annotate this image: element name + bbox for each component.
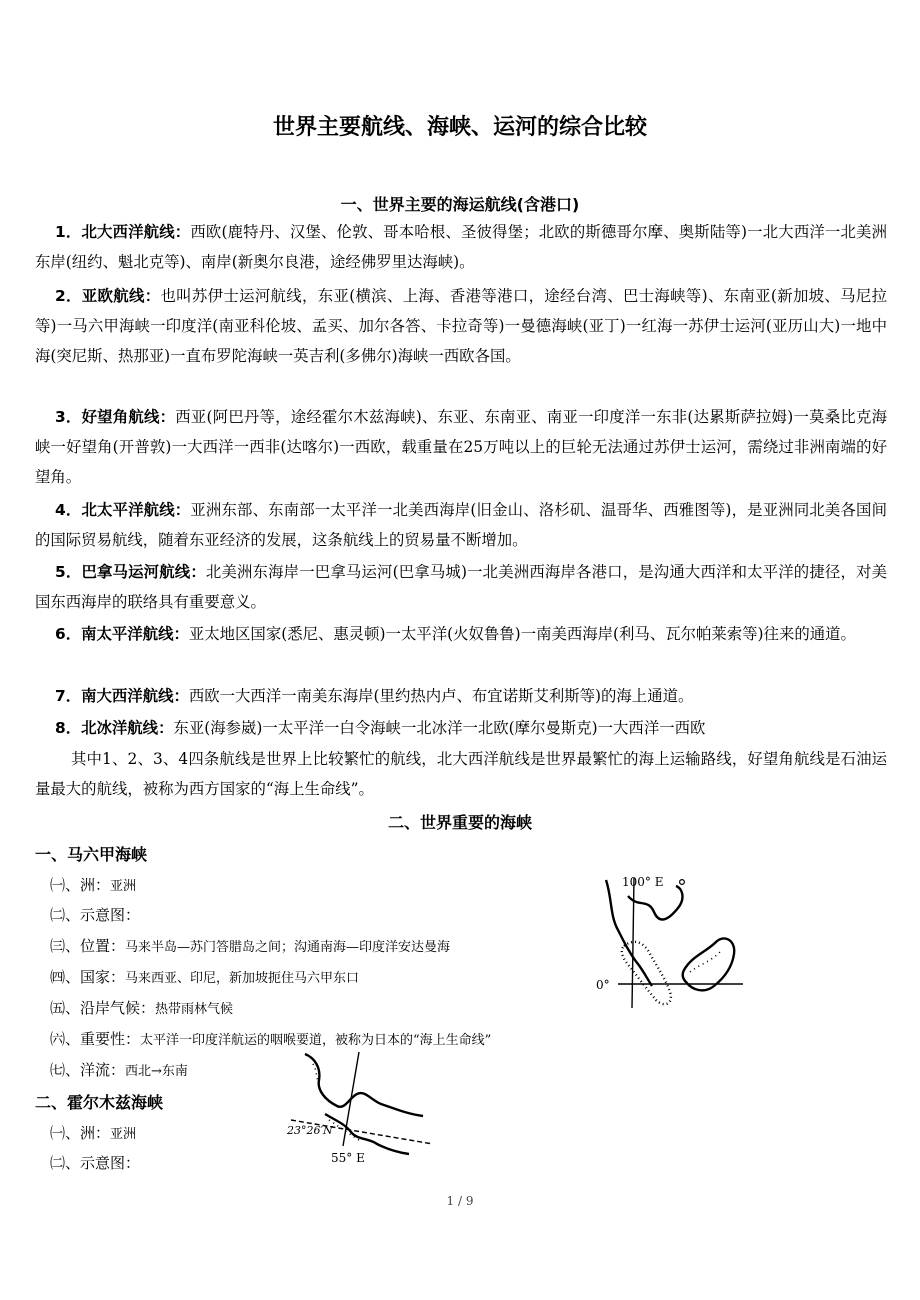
item-label: ㈣、国家：: [50, 968, 126, 986]
route-paragraph-7: [35, 681, 887, 711]
route-text: 东亚(海参崴)一太平洋一白令海峡一北冰洋一北欧(摩尔曼斯克)一大西洋一西欧: [173, 719, 706, 737]
route-name: 南大西洋航线：: [81, 687, 189, 705]
route-paragraph-3: [35, 402, 887, 492]
arabian-coast: [325, 1114, 409, 1154]
hormuz-item-diagram: [50, 1152, 140, 1173]
hormuz-heading: 二、霍尔木兹海峡: [35, 1093, 164, 1112]
item-value: 西北→东南: [125, 1064, 188, 1079]
small-island: [680, 880, 685, 885]
section-heading-straits: 二、世界重要的海峡: [387, 813, 532, 832]
hormuz-item-continent: [50, 1122, 136, 1143]
item-label: ㈠、洲：: [50, 1124, 111, 1142]
indochina-coast: [628, 886, 682, 920]
route-number: 8．: [55, 719, 82, 737]
routes-summary: 其中1、2、3、4四条航线是世界上比较繁忙的航线，北大西洋航线是世界最繁忙的海上运输路线，好望角航线是石油运量最大的航线，被称为西方国家的“海上生命线”。: [35, 750, 887, 798]
route-text: 亚太地区国家(悉尼、惠灵顿)一太平洋(火奴鲁鲁)一南美西海岸(利马、瓦尔帕莱索等)往来的通道。: [188, 625, 856, 643]
item-value: 亚洲: [110, 1127, 137, 1142]
route-name: 北大西洋航线：: [81, 223, 191, 241]
malacca-item-climate: [50, 997, 233, 1018]
item-label: ㈢、位置：: [50, 937, 126, 955]
route-number: 1．: [55, 223, 82, 241]
route-text: 北美洲东海岸一巴拿马运河(巴拿马城)一北美洲西海岸各港口，是沟通大西洋和太平洋的捷径，对美国东西海岸的联络具有重要意义。: [35, 563, 887, 611]
malacca-heading: 一、马六甲海峡: [35, 845, 148, 864]
route-paragraph-5: [35, 557, 887, 617]
item-value: 太平洋一印度洋航运的咽喉要道，被称为日本的“海上生命线”: [140, 1033, 492, 1048]
malacca-item-current: [50, 1059, 188, 1080]
malacca-strait-map: [588, 868, 748, 1018]
map-longitude-label: 55° E: [331, 1151, 365, 1165]
item-value: 亚洲: [110, 879, 137, 894]
route-text: 西欧(鹿特丹、汉堡、伦敦、哥本哈根、圣彼得堡；北欧的斯德哥尔摩、奥斯陆等)一北大西洋一北美洲东岸(纽约、魁北克等)、南岸(新奥尔良港，途经佛罗里达海峡)。: [35, 223, 887, 271]
route-name: 北冰洋航线：: [81, 719, 174, 737]
section-heading-routes: 一、世界主要的海运航线(含港口): [340, 195, 580, 214]
malacca-item-continent: [50, 874, 136, 895]
route-paragraph-8: [35, 713, 887, 743]
item-value: 马来西亚、印尼，新加坡扼住马六甲东口: [125, 971, 360, 986]
route-number: 4．: [55, 501, 82, 519]
borneo-island: [683, 938, 735, 990]
route-paragraph-6: [35, 619, 887, 649]
item-label: ㈦、洋流：: [50, 1061, 126, 1079]
route-name: 北太平洋航线：: [81, 501, 191, 519]
borneo-dots: [690, 952, 720, 972]
route-paragraph-1: [35, 217, 887, 277]
route-number: 5．: [55, 563, 82, 581]
map-longitude-label: 100° E: [622, 875, 664, 889]
meridian-100e: [632, 878, 634, 1008]
item-value: 马来半岛—苏门答腊岛之间；沟通南海—印度洋安达曼海: [125, 940, 451, 955]
item-label: ㈥、重要性：: [50, 1030, 141, 1048]
persian-gulf-coast: [305, 1054, 423, 1116]
route-name: 巴拿马运河航线：: [81, 563, 206, 581]
route-text: 西欧一大西洋一南美东海岸(里约热内卢、布宜诺斯艾利斯等)的海上通道。: [188, 687, 694, 705]
malacca-item-countries: [50, 966, 359, 987]
route-text: 也叫苏伊士运河航线，东亚(横滨、上海、香港等港口，途经台湾、巴士海峡等)、东南亚(新加坡、马尼拉等)一马六甲海峡一印度洋(南亚科伦坡、孟买、加尔各答、卡拉奇等)一曼德海峡(亚丁)一红海一苏伊士运河(亚历山大)一地中海(突尼斯、热那亚)一直布罗陀海峡一英吉利(多佛尔)海峡一西欧各国。: [35, 287, 887, 365]
route-number: 2．: [55, 287, 82, 305]
item-label: ㈡、示意图：: [50, 906, 141, 924]
page-number: 1 / 9: [446, 1194, 474, 1208]
route-paragraph-4: [35, 495, 887, 555]
route-text: 亚洲东部、东南部一太平洋一北美西海岸(旧金山、洛杉矶、温哥华、西雅图等)，是亚洲同北美各国间的国际贸易航线，随着东亚经济的发展，这条航线上的贸易量不断增加。: [35, 501, 887, 549]
route-name: 好望角航线：: [81, 408, 176, 426]
route-number: 6．: [55, 625, 82, 643]
item-label: ㈠、洲：: [50, 876, 111, 894]
route-name: 南太平洋航线：: [81, 625, 189, 643]
malacca-item-importance: [50, 1028, 491, 1049]
map-latitude-label: 0°: [596, 978, 610, 992]
hormuz-strait-map: [285, 1048, 435, 1166]
route-number: 7．: [55, 687, 82, 705]
route-name: 亚欧航线：: [81, 287, 161, 305]
document-title: 世界主要航线、海峡、运河的综合比较: [272, 115, 647, 140]
route-text: 西亚(阿巴丹等，途经霍尔木兹海峡)、东亚、东南亚、南亚一印度洋一东非(达累斯萨拉姆)一莫桑比克海峡一好望角(开普敦)一大西洋一西非(达喀尔)一西欧，载重量在25万吨以上的巨轮无法通过苏伊士运河，需绕过非洲南端的好望角。: [35, 408, 887, 486]
malacca-item-diagram: [50, 904, 140, 925]
route-paragraph-2: [35, 281, 887, 371]
item-label: ㈤、沿岸气候：: [50, 999, 156, 1017]
map-latitude-label: 23°26′N: [287, 1124, 333, 1137]
route-number: 3．: [55, 408, 82, 426]
malacca-item-location: [50, 935, 450, 956]
item-label: ㈡、示意图：: [50, 1154, 141, 1172]
item-value: 热带雨林气候: [155, 1002, 234, 1017]
